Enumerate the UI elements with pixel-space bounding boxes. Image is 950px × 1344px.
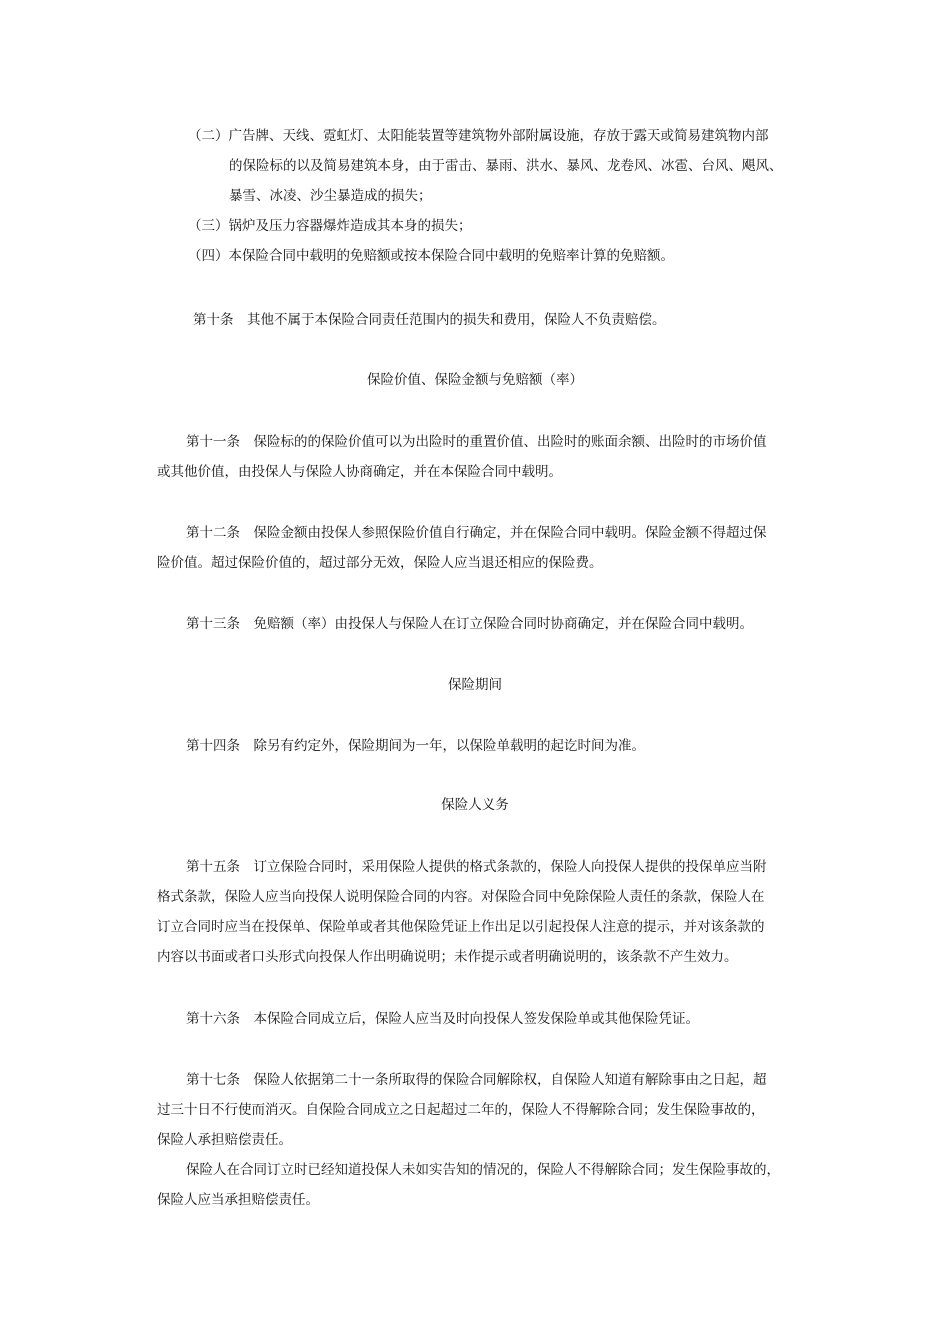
article-17-paragraph-2-line-1: 保险人在合同订立时已经知道投保人未如实告知的情况的，保险人不得解除合同；发生保险事故的， bbox=[186, 1162, 780, 1178]
item-2-line-1: （二）广告牌、天线、霓虹灯、太阳能装置等建筑物外部附属设施，存放于露天或简易建筑物内部 bbox=[188, 128, 769, 144]
article-12-line-1: 第十二条 保险金额由投保人参照保险价值自行确定，并在保险合同中载明。保险金额不得超过保 bbox=[186, 525, 767, 541]
section-heading-duties: 保险人义务 bbox=[441, 797, 509, 813]
article-11-line-1: 第十一条 保险标的的保险价值可以为出险时的重置价值、出险时的账面余额、出险时的市场价值 bbox=[186, 434, 767, 450]
article-15-line-4: 内容以书面或者口头形式向投保人作出明确说明；未作提示或者明确说明的，该条款不产生效力。 bbox=[157, 949, 738, 965]
article-10: 第十条 其他不属于本保险合同责任范围内的损失和费用，保险人不负责赔偿。 bbox=[193, 312, 666, 328]
section-heading-period: 保险期间 bbox=[448, 677, 502, 693]
item-2-line-2: 的保险标的以及简易建筑本身，由于雷击、暴雨、洪水、暴风、龙卷风、冰雹、台风、飓风、 bbox=[229, 158, 783, 174]
section-heading-value: 保险价值、保险金额与免赔额（率） bbox=[367, 372, 583, 388]
article-11-line-2: 或其他价值，由投保人与保险人协商确定，并在本保险合同中载明。 bbox=[157, 464, 562, 480]
item-2-line-3: 暴雪、冰凌、沙尘暴造成的损失； bbox=[229, 188, 432, 204]
article-14: 第十四条 除另有约定外，保险期间为一年，以保险单载明的起讫时间为准。 bbox=[186, 738, 645, 754]
article-17-line-3: 保险人承担赔偿责任。 bbox=[157, 1132, 292, 1148]
article-17-line-1: 第十七条 保险人依据第二十一条所取得的保险合同解除权，自保险人知道有解除事由之日起，超 bbox=[186, 1072, 767, 1088]
article-17-paragraph-2-line-2: 保险人应当承担赔偿责任。 bbox=[157, 1192, 319, 1208]
article-13: 第十三条 免赔额（率）由投保人与保险人在订立保险合同时协商确定，并在保险合同中载明。 bbox=[186, 616, 753, 632]
article-15-line-1: 第十五条 订立保险合同时，采用保险人提供的格式条款的，保险人向投保人提供的投保单应当附 bbox=[186, 859, 767, 875]
article-16: 第十六条 本保险合同成立后，保险人应当及时向投保人签发保险单或其他保险凭证。 bbox=[186, 1011, 699, 1027]
article-17-line-2: 过三十日不行使而消灭。自保险合同成立之日起超过二年的，保险人不得解除合同；发生保险事故的， bbox=[157, 1102, 765, 1118]
item-4: （四）本保险合同中载明的免赔额或按本保险合同中载明的免赔率计算的免赔额。 bbox=[188, 248, 674, 264]
article-15-line-3: 订立合同时应当在投保单、保险单或者其他保险凭证上作出足以引起投保人注意的提示，并对该条款的 bbox=[157, 919, 765, 935]
article-15-line-2: 格式条款，保险人应当向投保人说明保险合同的内容。对保险合同中免除保险人责任的条款，保险人在 bbox=[157, 889, 765, 905]
article-12-line-2: 险价值。超过保险价值的，超过部分无效，保险人应当退还相应的保险费。 bbox=[157, 555, 603, 571]
item-3: （三）锅炉及压力容器爆炸造成其本身的损失； bbox=[188, 218, 472, 234]
